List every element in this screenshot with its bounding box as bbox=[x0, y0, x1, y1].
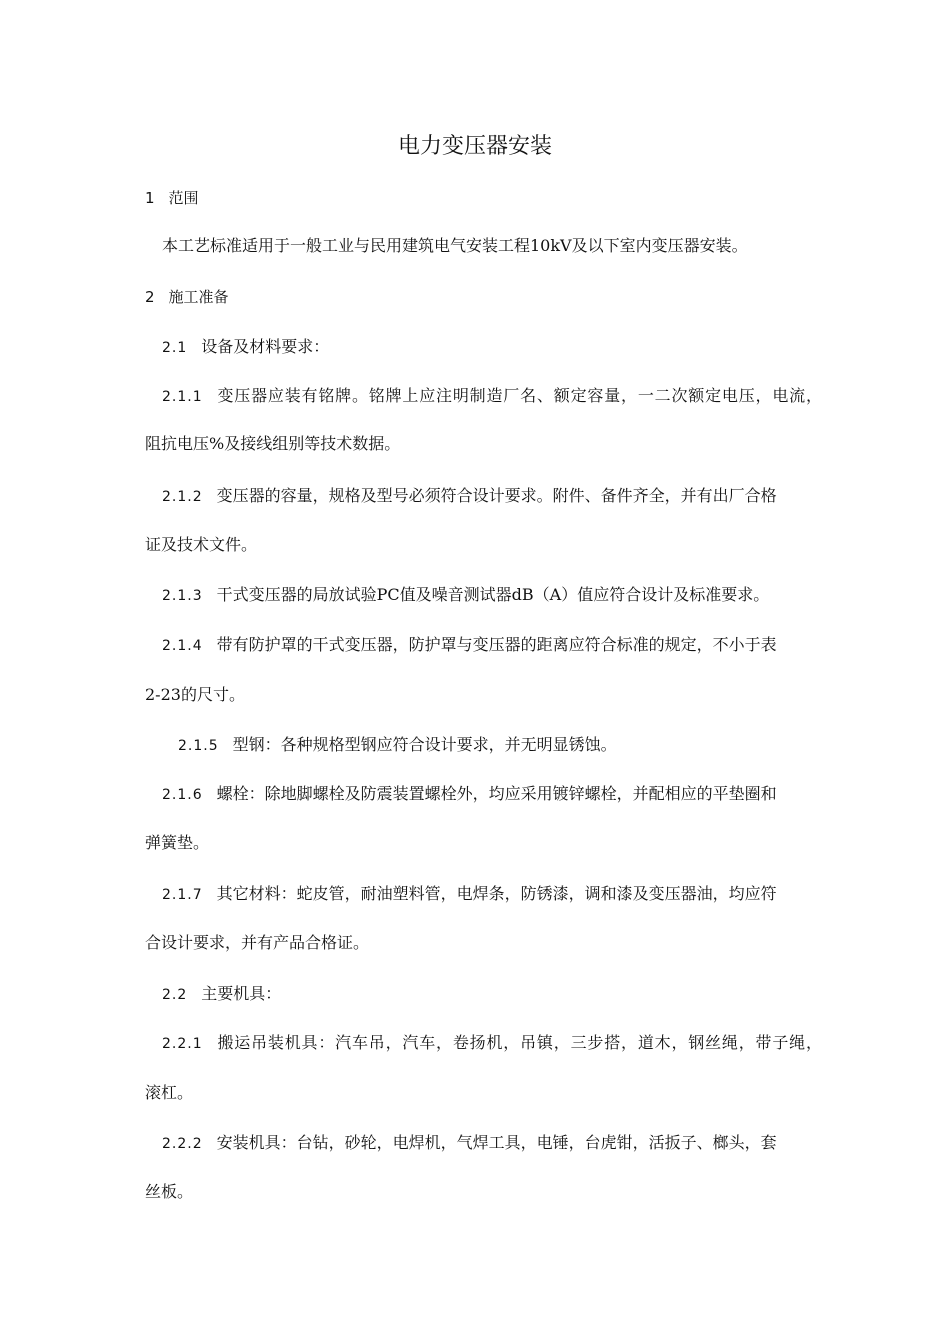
item-2-1-7-number: 2.1.7 bbox=[162, 887, 203, 903]
document-title: 电力变压器安装 bbox=[397, 134, 552, 159]
item-2-1-2-text: 变压器的容量，规格及型号必须符合设计要求。附件、备件齐全，并有出厂合格 bbox=[216, 486, 777, 505]
item-2-1-7-line-1 bbox=[162, 883, 777, 906]
item-2-1-3-number: 2.1.3 bbox=[162, 588, 203, 604]
item-2-2-1-line-2: 滚杠。 bbox=[145, 1083, 194, 1102]
item-2-1-3-text: 干式变压器的局放试验PC值及噪音测试器dB（A）值应符合设计及标准要求。 bbox=[216, 585, 770, 604]
section-2-2-heading bbox=[162, 983, 281, 1006]
section-2-2-text: 主要机具： bbox=[201, 984, 282, 1003]
section-2-number: 2 bbox=[145, 288, 155, 306]
item-2-1-1-line-2: 阻抗电压%及接线组别等技术数据。 bbox=[145, 434, 401, 453]
item-2-1-4-number: 2.1.4 bbox=[162, 638, 203, 654]
section-1-heading bbox=[145, 187, 199, 209]
item-2-1-6-line-1 bbox=[162, 783, 777, 806]
item-2-2-2-line-1 bbox=[162, 1132, 777, 1155]
section-1-paragraph: 本工艺标准适用于一般工业与民用建筑电气安装工程10kV及以下室内变压器安装。 bbox=[162, 236, 748, 255]
item-2-2-2-text: 安装机具：台钻，砂轮，电焊机，气焊工具，电锤，台虎钳，活扳子、榔头，套 bbox=[216, 1133, 777, 1152]
item-2-1-5-line-1 bbox=[178, 734, 617, 757]
item-2-1-7-text: 其它材料：蛇皮管，耐油塑料管，电焊条，防锈漆，调和漆及变压器油，均应符 bbox=[216, 884, 777, 903]
section-2-heading bbox=[145, 286, 229, 308]
item-2-1-6-line-2: 弹簧垫。 bbox=[145, 833, 210, 852]
item-2-2-2-number: 2.2.2 bbox=[162, 1136, 203, 1152]
section-1-number: 1 bbox=[145, 189, 155, 207]
item-2-1-1-text: 变压器应装有铭牌。铭牌上应注明制造厂名、额定容量，一二次额定电压，电流， bbox=[216, 386, 822, 405]
item-2-1-5-text: 型钢：各种规格型钢应符合设计要求，并无明显锈蚀。 bbox=[232, 735, 617, 754]
section-2-title: 施工准备 bbox=[168, 288, 229, 306]
item-2-1-5-number: 2.1.5 bbox=[178, 738, 219, 754]
section-2-1-heading bbox=[162, 336, 329, 359]
item-2-1-7-line-2: 合设计要求，并有产品合格证。 bbox=[145, 933, 370, 952]
section-1-title: 范围 bbox=[168, 189, 199, 207]
item-2-1-1-line-1 bbox=[162, 385, 822, 408]
item-2-1-4-text: 带有防护罩的干式变压器，防护罩与变压器的距离应符合标准的规定，不小于表 bbox=[216, 635, 777, 654]
section-2-1-text: 设备及材料要求： bbox=[201, 337, 330, 356]
item-2-1-1-number: 2.1.1 bbox=[162, 389, 203, 405]
section-2-1-number: 2.1 bbox=[162, 340, 188, 356]
item-2-1-4-line-2: 2-23的尺寸。 bbox=[145, 685, 245, 704]
item-2-1-6-number: 2.1.6 bbox=[162, 787, 203, 803]
item-2-1-4-line-1 bbox=[162, 634, 777, 657]
item-2-1-6-text: 螺栓：除地脚螺栓及防震装置螺栓外，均应采用镀锌螺栓，并配相应的平垫圈和 bbox=[216, 784, 777, 803]
item-2-1-2-number: 2.1.2 bbox=[162, 489, 203, 505]
item-2-1-2-line-1 bbox=[162, 485, 777, 508]
item-2-1-2-line-2: 证及技术文件。 bbox=[145, 535, 258, 554]
item-2-2-2-line-2: 丝板。 bbox=[145, 1182, 194, 1201]
item-2-2-1-text: 搬运吊装机具：汽车吊，汽车，卷扬机，吊镇，三步搭，道木，钢丝绳，带子绳， bbox=[216, 1033, 822, 1052]
item-2-1-3-line-1 bbox=[162, 584, 769, 607]
item-2-2-1-number: 2.2.1 bbox=[162, 1036, 203, 1052]
item-2-2-1-line-1 bbox=[162, 1032, 822, 1055]
section-2-2-number: 2.2 bbox=[162, 987, 188, 1003]
